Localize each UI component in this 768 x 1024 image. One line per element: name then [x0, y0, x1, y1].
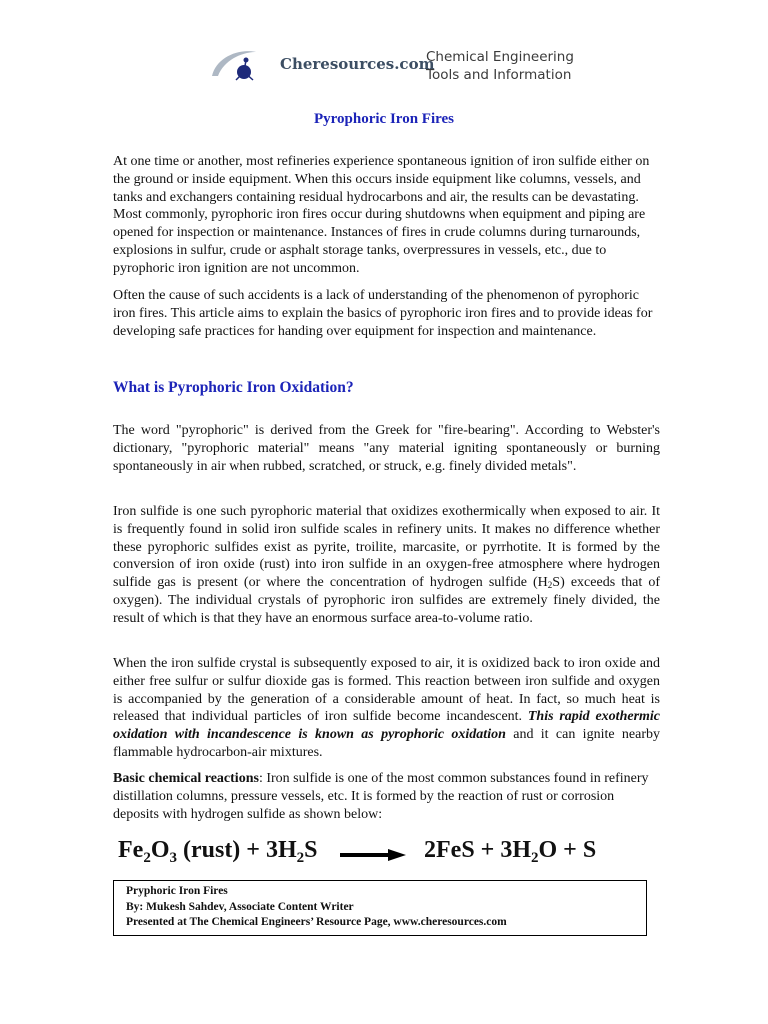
eq-fe-sub: 2: [143, 850, 151, 866]
tagline-line-1: Chemical Engineering: [426, 49, 574, 65]
article-title: Pyrophoric Iron Fires: [314, 111, 454, 127]
tagline-line-2: Tools and Information: [426, 67, 572, 83]
iron-sulfide-paragraph: [113, 503, 660, 628]
eq-o: O: [150, 837, 170, 863]
footer-citation-box: [113, 880, 647, 936]
site-header: [206, 40, 586, 90]
eq-s: S: [304, 837, 318, 863]
eq-products-a: 2FeS + 3H: [424, 837, 532, 863]
eq-o-sub: 3: [169, 850, 177, 866]
eq-products-sub: 2: [531, 850, 539, 866]
oxidation-paragraph: [113, 655, 660, 762]
footer-author: By: Mukesh Sahdev, Associate Content Writer: [126, 900, 354, 913]
oxidation-text-a: When the iron sulfide crystal is subsequently exposed to air, it is oxidized back to iron oxide and either free sulfur or sulfur dioxide gas is formed. This reaction between iron sulfide and oxygen is accompanied by the generation of a considerable amount of heat. In fact, so much heat is released that individual particles of iron sulfide become incandescent.: [113, 656, 660, 725]
logo-icon: [208, 46, 258, 86]
footer-source: Presented at The Chemical Engineers’ Resource Page, www.cheresources.com: [126, 916, 507, 928]
section-heading: What is Pyrophoric Iron Oxidation?: [113, 379, 354, 396]
iron-sulfide-text-a: Iron sulfide is one such pyrophoric material that oxidizes exothermically when exposed to air. It is frequently found in solid iron sulfide scales in refinery units. It makes no difference whether these pyrophoric sulfides exist as pyrite, troilite, marcasite, or pyrrhotite. It is formed by the conversion of iron oxide (rust) into iron sulfide in an oxygen-free atmosphere where hydrogen sulfide gas is present (or where the concentration of hydrogen sulfide (H: [113, 504, 660, 591]
oxidation-text-b: and it can ignite nearby flammable hydrocarbon-air mixtures.: [113, 727, 660, 760]
intro-paragraph-1: At one time or another, most refineries experience spontaneous ignition of iron sulfide either on the ground or inside equipment. When this occurs inside equipment like columns, vessels, and tanks and exchangers containing residual hydrocarbons and air, the results can be devastating. Most commonly, pyrophoric iron fires occur during shutdowns when equipment and piping are opened for inspection or maintenance. Instances of fires in crude columns during turnarounds, explosions in sulfur, crude or asphalt storage tanks, overpressures in vessels, etc., due to pyrophoric iron ignition are not uncommon.: [113, 154, 650, 276]
chemical-equation: [118, 835, 638, 871]
equation-reactants: [118, 837, 318, 864]
eq-products-b: O + S: [538, 837, 597, 863]
iron-sulfide-text-b: S) exceeds that of oxygen). The individual crystals of pyrophoric iron sulfides are extremely finely divided, the result of which is that they have an enormous surface area-to-volume ratio.: [113, 575, 660, 626]
logo-text: Cheresources.com: [280, 55, 435, 73]
reactions-text: : Iron sulfide is one of the most common substances found in refinery distillation columns, pressure vessels, etc. It is formed by the reaction of rust or corrosion deposits with hydrogen sulfide as shown below:: [113, 771, 649, 822]
h2s-subscript: 2: [547, 580, 553, 591]
eq-rust-h: (rust) + 3H: [176, 837, 297, 863]
oxidation-emphasis: This rapid exothermic oxidation with incandescence is known as pyrophoric oxidation: [113, 709, 661, 743]
reactions-paragraph: [113, 770, 660, 823]
definition-paragraph: The word "pyrophoric" is derived from the Greek for "fire-bearing". According to Webster's dictionary, "pyrophoric material" means "any material igniting spontaneously or burning spontaneously in air when rubbed, scratched, or struck, e.g. finely divided metals".: [113, 423, 660, 474]
reaction-arrow-icon: [340, 849, 406, 861]
reactions-label: Basic chemical reactions: [113, 771, 259, 786]
eq-h-sub: 2: [296, 850, 305, 866]
equation-products: [424, 837, 596, 864]
site-tagline: [426, 48, 574, 84]
footer-title: Pryphoric Iron Fires: [126, 885, 228, 897]
intro-paragraph-2: Often the cause of such accidents is a lack of understanding of the phenomenon of pyrophoric iron fires. This article aims to explain the basics of pyrophoric iron fires and to provide ideas for developing safe practices for handing over equipment for inspection and maintenance.: [113, 288, 653, 339]
eq-fe: Fe: [118, 837, 144, 863]
